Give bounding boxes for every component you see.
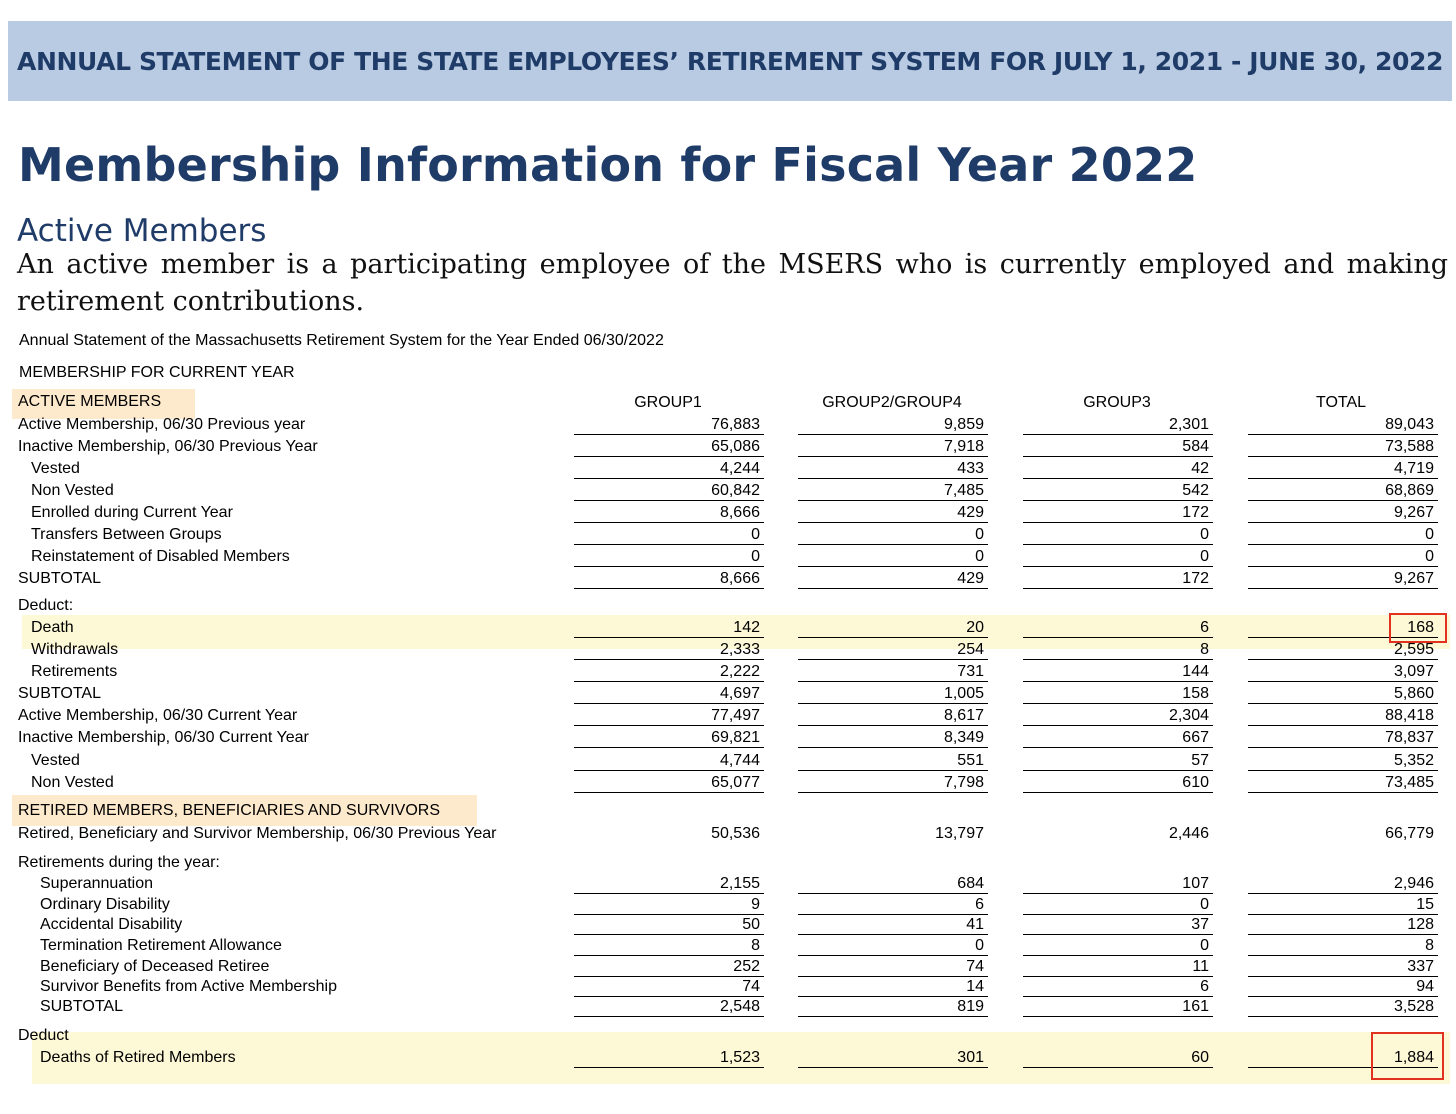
row-label-retirements: Retirements xyxy=(31,663,118,680)
cell-active-membership-06-30-current-year-group1: 77,497 xyxy=(574,707,764,726)
cell-accidental-disability-total: 128 xyxy=(1248,916,1438,935)
row-label-death: Death xyxy=(31,619,74,636)
row-label-vested: Vested xyxy=(31,460,80,477)
row-label-subtotal: SUBTOTAL xyxy=(40,998,123,1015)
cell-inactive-membership-06-30-current-year-group2-group4: 8,349 xyxy=(798,729,988,748)
cell-transfers-between-groups-group3: 0 xyxy=(1023,526,1213,545)
cell-retired-beneficiary-and-survivor-membership-06-30-previous-year-group1: 50,536 xyxy=(711,825,760,842)
cell-ordinary-disability-total: 15 xyxy=(1248,896,1438,915)
cell-death-total: 168 xyxy=(1248,619,1438,638)
cell-inactive-membership-06-30-current-year-group3: 667 xyxy=(1023,729,1213,748)
row-label-active-membership-06-30-current-year: Active Membership, 06/30 Current Year xyxy=(18,707,298,724)
row-label-transfers-between-groups: Transfers Between Groups xyxy=(31,526,222,543)
column-header-total: TOTAL xyxy=(1315,394,1367,411)
cell-death-group2-group4: 20 xyxy=(798,619,988,638)
cell-ordinary-disability-group2-group4: 6 xyxy=(798,896,988,915)
cell-subtotal-group3: 158 xyxy=(1023,685,1213,704)
cell-subtotal-group3: 161 xyxy=(1023,998,1213,1017)
cell-inactive-membership-06-30-previous-year-total: 73,588 xyxy=(1248,438,1438,457)
cell-inactive-membership-06-30-current-year-group1: 69,821 xyxy=(574,729,764,748)
cell-beneficiary-of-deceased-retiree-group1: 252 xyxy=(574,958,764,977)
cell-superannuation-group3: 107 xyxy=(1023,875,1213,894)
row-label-withdrawals: Withdrawals xyxy=(31,641,119,658)
row-label-ordinary-disability: Ordinary Disability xyxy=(40,896,170,913)
cell-reinstatement-of-disabled-members-group3: 0 xyxy=(1023,548,1213,567)
row-label-superannuation: Superannuation xyxy=(40,875,153,892)
cell-beneficiary-of-deceased-retiree-total: 337 xyxy=(1248,958,1438,977)
row-label-deaths-of-retired-members: Deaths of Retired Members xyxy=(40,1049,236,1066)
cell-ordinary-disability-group1: 9 xyxy=(574,896,764,915)
cell-vested-group1: 4,244 xyxy=(574,460,764,479)
cell-reinstatement-of-disabled-members-group1: 0 xyxy=(574,548,764,567)
cell-subtotal-group2-group4: 429 xyxy=(798,570,988,589)
cell-enrolled-during-current-year-total: 9,267 xyxy=(1248,504,1438,523)
cell-reinstatement-of-disabled-members-group2-group4: 0 xyxy=(798,548,988,567)
cell-termination-retirement-allowance-total: 8 xyxy=(1248,937,1438,956)
cell-non-vested-total: 68,869 xyxy=(1248,482,1438,501)
cell-vested-group2-group4: 551 xyxy=(798,752,988,771)
row-label-active-membership-06-30-previous-year: Active Membership, 06/30 Previous year xyxy=(18,416,306,433)
cell-retirements-total: 3,097 xyxy=(1248,663,1438,682)
row-label-non-vested: Non Vested xyxy=(31,774,114,791)
cell-deaths-of-retired-members-group1: 1,523 xyxy=(574,1049,764,1068)
cell-survivor-benefits-from-active-membership-total: 94 xyxy=(1248,978,1438,997)
banner-text: ANNUAL STATEMENT OF THE STATE EMPLOYEES’ RETIREMENT SYSTEM FOR JULY 1, 2021 - JUNE 30, 2022 xyxy=(17,46,1443,76)
cell-enrolled-during-current-year-group2-group4: 429 xyxy=(798,504,988,523)
column-header-group3: GROUP3 xyxy=(1083,394,1151,411)
cell-superannuation-total: 2,946 xyxy=(1248,875,1438,894)
cell-ordinary-disability-group3: 0 xyxy=(1023,896,1213,915)
row-label-retirements-during-the-year: Retirements during the year: xyxy=(18,854,220,871)
total-deaths-retired-mark xyxy=(1371,1032,1444,1080)
cell-subtotal-total: 9,267 xyxy=(1248,570,1438,589)
cell-retired-beneficiary-and-survivor-membership-06-30-previous-year-group2-group4: 13,797 xyxy=(935,825,984,842)
cell-retirements-group3: 144 xyxy=(1023,663,1213,682)
cell-vested-group2-group4: 433 xyxy=(798,460,988,479)
row-label-inactive-membership-06-30-current-year: Inactive Membership, 06/30 Current Year xyxy=(18,729,309,746)
cell-accidental-disability-group2-group4: 41 xyxy=(798,916,988,935)
row-label-survivor-benefits-from-active-membership: Survivor Benefits from Active Membership xyxy=(40,978,337,995)
cell-active-membership-06-30-current-year-group2-group4: 8,617 xyxy=(798,707,988,726)
cell-superannuation-group2-group4: 684 xyxy=(798,875,988,894)
cell-active-membership-06-30-previous-year-group2-group4: 9,859 xyxy=(798,416,988,435)
cell-non-vested-group1: 65,077 xyxy=(574,774,764,793)
cell-reinstatement-of-disabled-members-total: 0 xyxy=(1248,548,1438,567)
cell-subtotal-group3: 172 xyxy=(1023,570,1213,589)
cell-non-vested-group3: 610 xyxy=(1023,774,1213,793)
cell-survivor-benefits-from-active-membership-group2-group4: 14 xyxy=(798,978,988,997)
cell-withdrawals-group3: 8 xyxy=(1023,641,1213,660)
cell-subtotal-group1: 4,697 xyxy=(574,685,764,704)
cell-non-vested-total: 73,485 xyxy=(1248,774,1438,793)
cell-subtotal-group2-group4: 819 xyxy=(798,998,988,1017)
cell-non-vested-group2-group4: 7,798 xyxy=(798,774,988,793)
cell-vested-group3: 42 xyxy=(1023,460,1213,479)
row-label-inactive-membership-06-30-previous-year: Inactive Membership, 06/30 Previous Year xyxy=(18,438,318,455)
cell-termination-retirement-allowance-group1: 8 xyxy=(574,937,764,956)
cell-active-membership-06-30-previous-year-total: 89,043 xyxy=(1248,416,1438,435)
row-label-vested: Vested xyxy=(31,752,80,769)
cell-withdrawals-group2-group4: 254 xyxy=(798,641,988,660)
row-label-enrolled-during-current-year: Enrolled during Current Year xyxy=(31,504,233,521)
cell-death-group3: 6 xyxy=(1023,619,1213,638)
row-label-subtotal: SUBTOTAL xyxy=(18,685,101,702)
cell-vested-total: 5,352 xyxy=(1248,752,1438,771)
page-title: Membership Information for Fiscal Year 2022 xyxy=(18,138,1198,192)
cell-death-group1: 142 xyxy=(574,619,764,638)
cell-non-vested-group2-group4: 7,485 xyxy=(798,482,988,501)
cell-active-membership-06-30-previous-year-group3: 2,301 xyxy=(1023,416,1213,435)
row-label-non-vested: Non Vested xyxy=(31,482,114,499)
row-label-accidental-disability: Accidental Disability xyxy=(40,916,183,933)
cell-vested-group1: 4,744 xyxy=(574,752,764,771)
cell-non-vested-group3: 542 xyxy=(1023,482,1213,501)
cell-active-membership-06-30-current-year-total: 88,418 xyxy=(1248,707,1438,726)
cell-deaths-of-retired-members-total: 1,884 xyxy=(1248,1049,1438,1068)
cell-retirements-group1: 2,222 xyxy=(574,663,764,682)
cell-retired-beneficiary-and-survivor-membership-06-30-previous-year-group3: 2,446 xyxy=(1168,825,1209,842)
column-header-group1: GROUP1 xyxy=(634,394,702,411)
row-label-subtotal: SUBTOTAL xyxy=(18,570,101,587)
cell-inactive-membership-06-30-previous-year-group1: 65,086 xyxy=(574,438,764,457)
cell-survivor-benefits-from-active-membership-group3: 6 xyxy=(1023,978,1213,997)
column-header-group2-4: GROUP2/GROUP4 xyxy=(822,394,962,411)
cell-transfers-between-groups-group2-group4: 0 xyxy=(798,526,988,545)
cell-non-vested-group1: 60,842 xyxy=(574,482,764,501)
row-label-termination-retirement-allowance: Termination Retirement Allowance xyxy=(40,937,282,954)
cell-inactive-membership-06-30-previous-year-group3: 584 xyxy=(1023,438,1213,457)
membership-heading: MEMBERSHIP FOR CURRENT YEAR xyxy=(19,364,295,381)
cell-survivor-benefits-from-active-membership-group1: 74 xyxy=(574,978,764,997)
row-label-retired-beneficiary-and-survivor-membership-06-30-previous-year: Retired, Beneficiary and Survivor Membership, 06/30 Previous Year xyxy=(18,825,497,842)
cell-accidental-disability-group3: 37 xyxy=(1023,916,1213,935)
section-description: An active member is a participating employee of the MSERS who is currently employed and making retirement contributions. xyxy=(17,249,1448,317)
row-label-beneficiary-of-deceased-retiree: Beneficiary of Deceased Retiree xyxy=(40,958,270,975)
total-death-mark xyxy=(1389,613,1447,643)
cell-retired-beneficiary-and-survivor-membership-06-30-previous-year-total: 66,779 xyxy=(1385,825,1434,842)
row-label-deduct: Deduct xyxy=(18,1027,69,1044)
cell-beneficiary-of-deceased-retiree-group2-group4: 74 xyxy=(798,958,988,977)
cell-enrolled-during-current-year-group3: 172 xyxy=(1023,504,1213,523)
cell-transfers-between-groups-total: 0 xyxy=(1248,526,1438,545)
cell-vested-total: 4,719 xyxy=(1248,460,1438,479)
cell-active-membership-06-30-current-year-group3: 2,304 xyxy=(1023,707,1213,726)
cell-deaths-of-retired-members-group3: 60 xyxy=(1023,1049,1213,1068)
row-label-deduct: Deduct: xyxy=(18,597,74,614)
cell-active-membership-06-30-previous-year-group1: 76,883 xyxy=(574,416,764,435)
cell-subtotal-group2-group4: 1,005 xyxy=(798,685,988,704)
header-banner xyxy=(8,21,1452,101)
cell-subtotal-total: 3,528 xyxy=(1248,998,1438,1017)
cell-beneficiary-of-deceased-retiree-group3: 11 xyxy=(1023,958,1213,977)
cell-vested-group3: 57 xyxy=(1023,752,1213,771)
cell-accidental-disability-group1: 50 xyxy=(574,916,764,935)
cell-subtotal-group1: 8,666 xyxy=(574,570,764,589)
cell-deaths-of-retired-members-group2-group4: 301 xyxy=(798,1049,988,1068)
active-members-heading: ACTIVE MEMBERS xyxy=(18,393,162,410)
cell-superannuation-group1: 2,155 xyxy=(574,875,764,894)
row-label-reinstatement-of-disabled-members: Reinstatement of Disabled Members xyxy=(31,548,290,565)
cell-inactive-membership-06-30-current-year-total: 78,837 xyxy=(1248,729,1438,748)
cell-retirements-group2-group4: 731 xyxy=(798,663,988,682)
cell-enrolled-during-current-year-group1: 8,666 xyxy=(574,504,764,523)
retired-members-heading: RETIRED MEMBERS, BENEFICIARIES AND SURVIVORS xyxy=(18,802,441,819)
section-subtitle: Active Members xyxy=(17,213,267,249)
statement-title: Annual Statement of the Massachusetts Retirement System for the Year Ended 06/30/2022 xyxy=(19,332,664,349)
cell-inactive-membership-06-30-previous-year-group2-group4: 7,918 xyxy=(798,438,988,457)
cell-subtotal-total: 5,860 xyxy=(1248,685,1438,704)
cell-termination-retirement-allowance-group3: 0 xyxy=(1023,937,1213,956)
cell-withdrawals-group1: 2,333 xyxy=(574,641,764,660)
cell-withdrawals-total: 2,595 xyxy=(1248,641,1438,660)
cell-transfers-between-groups-group1: 0 xyxy=(574,526,764,545)
cell-subtotal-group1: 2,548 xyxy=(574,998,764,1017)
cell-termination-retirement-allowance-group2-group4: 0 xyxy=(798,937,988,956)
